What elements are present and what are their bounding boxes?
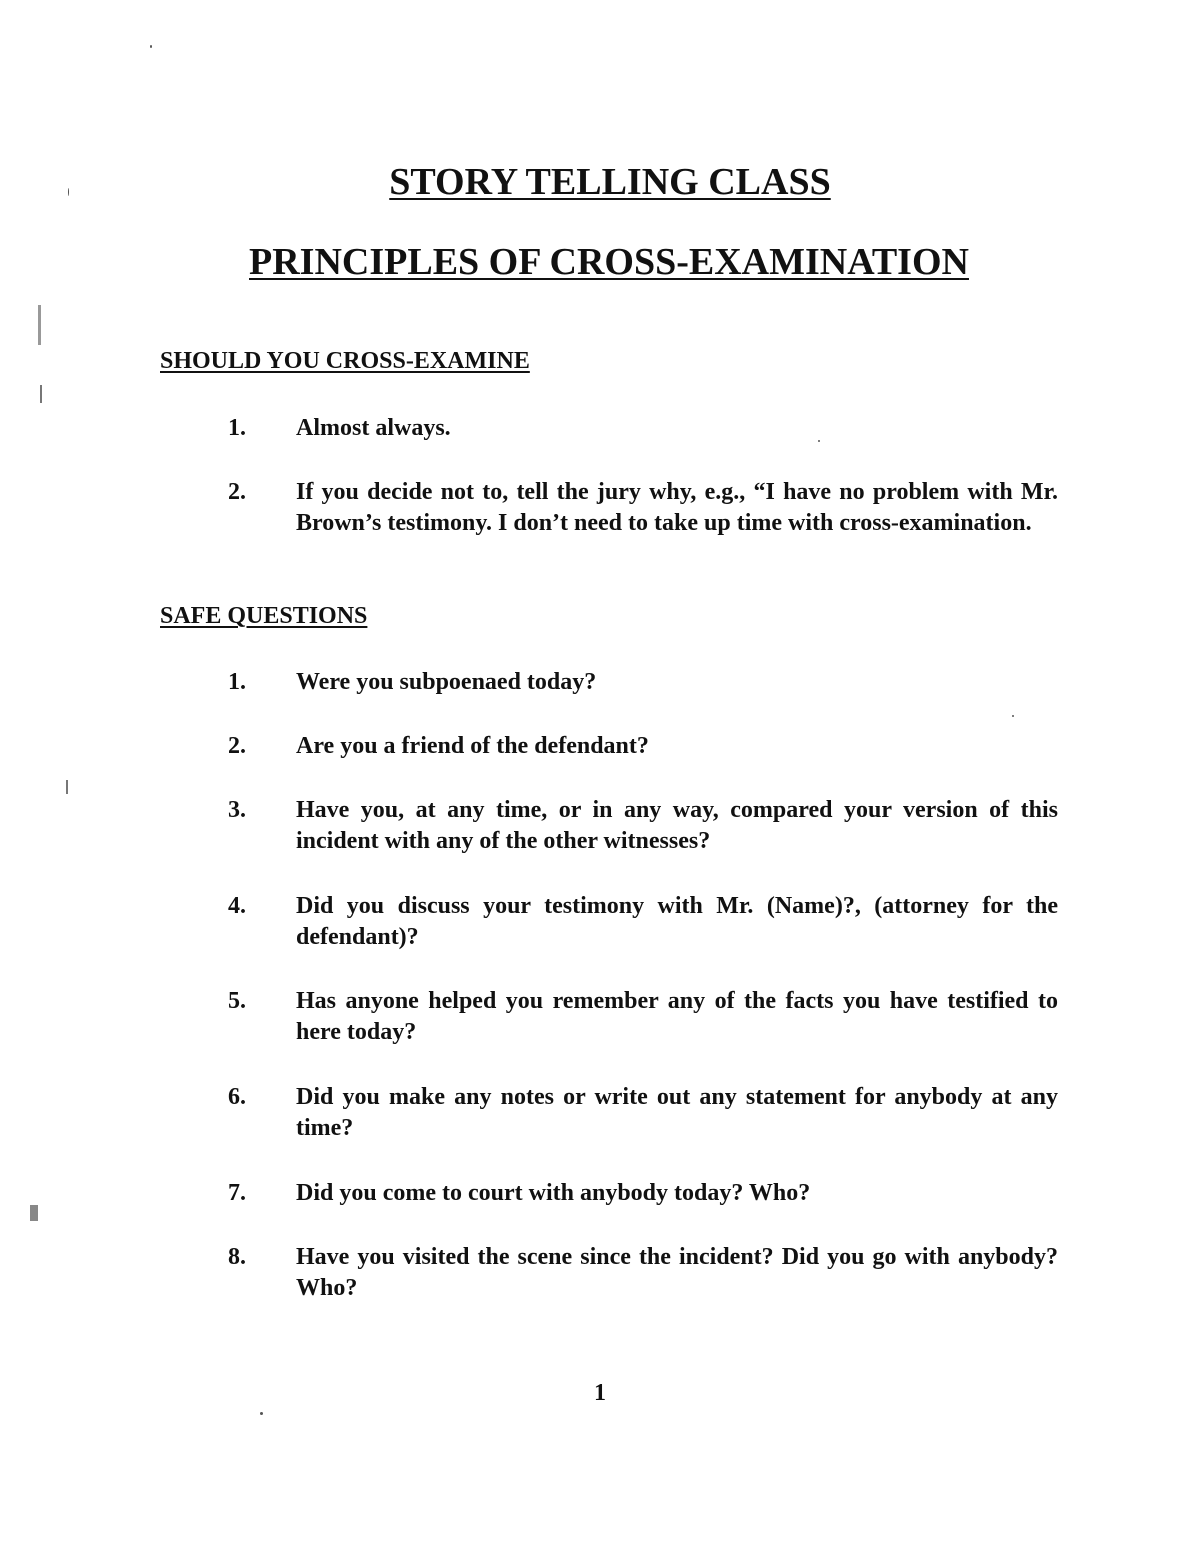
document-subtitle: PRINCIPLES OF CROSS-EXAMINATION bbox=[249, 241, 969, 283]
list-item bbox=[228, 667, 1058, 698]
list-item bbox=[228, 1242, 1058, 1304]
item-text: Were you subpoenaed today? bbox=[296, 669, 597, 695]
item-text: Have you, at any time, or in any way, compared your version of this incident with any of the other witnesses? bbox=[296, 797, 1058, 854]
list-item bbox=[228, 986, 1058, 1048]
item-text: Did you make any notes or write out any statement for anybody at any time? bbox=[296, 1084, 1058, 1141]
scan-speck bbox=[68, 188, 69, 196]
list-item bbox=[228, 731, 1058, 762]
item-number: 3. bbox=[228, 797, 246, 823]
list-item bbox=[228, 1082, 1058, 1144]
scan-speck bbox=[38, 305, 41, 345]
section-heading-safe-questions: SAFE QUESTIONS bbox=[160, 603, 368, 629]
list-item bbox=[228, 413, 1058, 444]
item-number: 6. bbox=[228, 1084, 246, 1110]
item-number: 2. bbox=[228, 733, 246, 759]
item-text: Has anyone helped you remember any of the facts you have testified to here today? bbox=[296, 988, 1058, 1045]
scan-speck bbox=[260, 1412, 263, 1415]
scan-speck bbox=[30, 1205, 38, 1221]
item-text: Did you discuss your testimony with Mr. (Name)?, (attorney for the defendant)? bbox=[296, 893, 1058, 950]
scan-speck bbox=[150, 45, 152, 48]
section-heading-should-you-cross-examine: SHOULD YOU CROSS-EXAMINE bbox=[160, 348, 530, 374]
item-number: 1. bbox=[228, 415, 246, 441]
item-number: 2. bbox=[228, 479, 246, 505]
scan-speck bbox=[1012, 715, 1014, 717]
scan-speck bbox=[818, 440, 820, 442]
item-number: 1. bbox=[228, 669, 246, 695]
list-item bbox=[228, 477, 1058, 539]
item-text: Have you visited the scene since the incident? Did you go with anybody? Who? bbox=[296, 1244, 1058, 1301]
item-number: 5. bbox=[228, 988, 246, 1014]
list-item bbox=[228, 795, 1058, 857]
item-number: 8. bbox=[228, 1244, 246, 1270]
item-text: Almost always. bbox=[296, 415, 451, 441]
item-text: Are you a friend of the defendant? bbox=[296, 733, 649, 759]
item-number: 4. bbox=[228, 893, 246, 919]
page-number: 1 bbox=[594, 1380, 606, 1406]
scan-speck bbox=[40, 385, 42, 403]
scan-speck bbox=[66, 780, 68, 794]
item-text: If you decide not to, tell the jury why, e.g., “I have no problem with Mr. Brown’s testimony. I don’t need to take up time with cross-examination. bbox=[296, 479, 1058, 536]
document-title: STORY TELLING CLASS bbox=[389, 161, 831, 203]
list-item bbox=[228, 891, 1058, 953]
item-number: 7. bbox=[228, 1180, 246, 1206]
item-text: Did you come to court with anybody today? Who? bbox=[296, 1180, 811, 1206]
list-item bbox=[228, 1178, 1058, 1209]
